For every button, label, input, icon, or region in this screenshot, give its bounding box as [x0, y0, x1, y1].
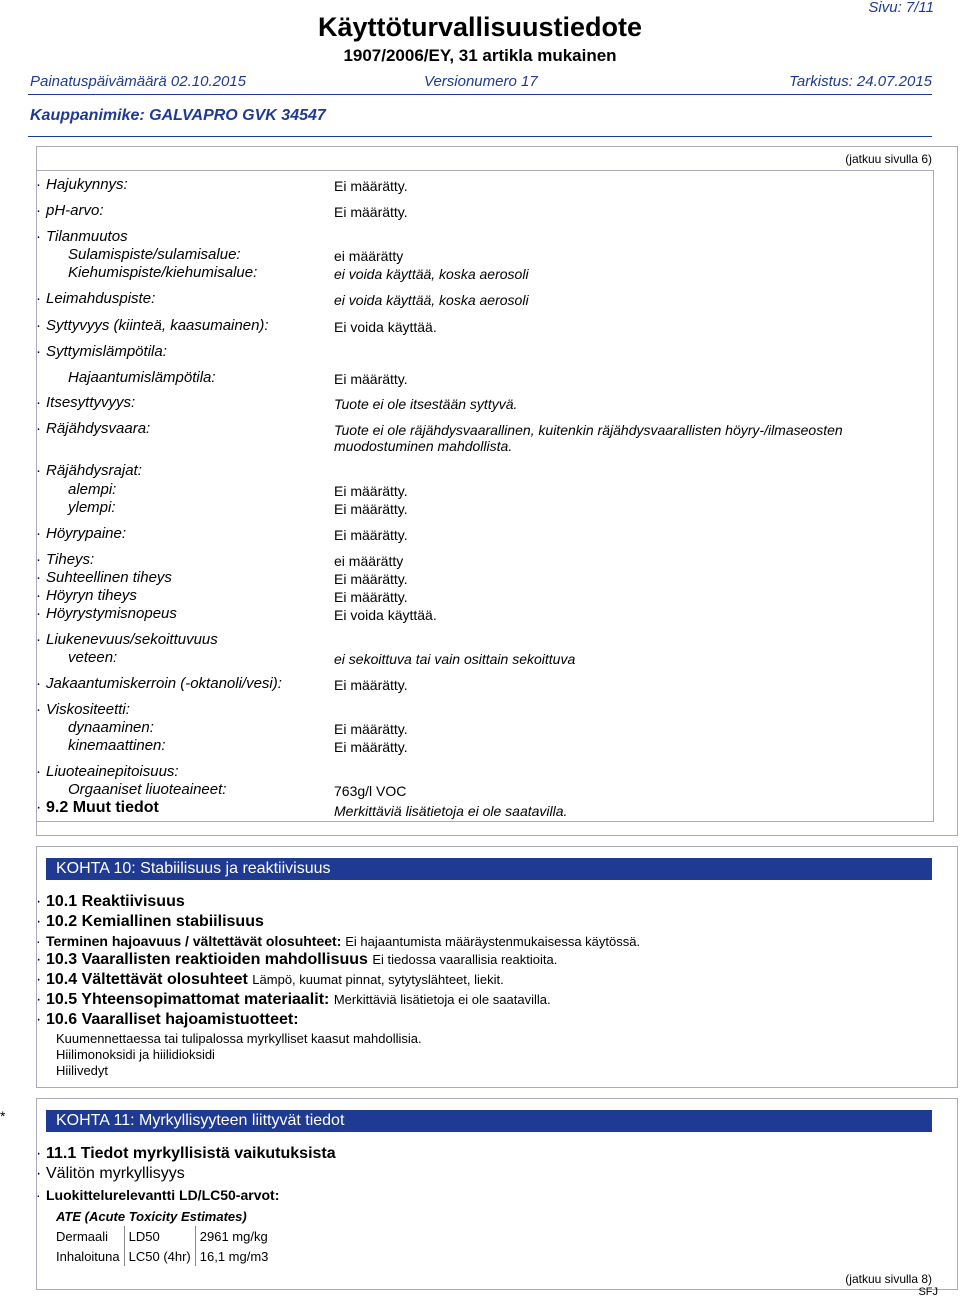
bullet-dot: ·: [36, 317, 41, 334]
bullet-dot: ·: [36, 228, 41, 245]
version-number: Versionumero 17: [424, 73, 538, 90]
continued-from: (jatkuu sivulla 6): [845, 152, 932, 166]
avoid-row: [36, 971, 504, 989]
type-cell: LD50: [124, 1226, 195, 1246]
vapour-pressure-label: · Höyrypaine:: [36, 525, 127, 542]
bullet-dot: ·: [36, 971, 42, 988]
section-10-heading: KOHTA 10: Stabiilisuus ja reaktiivisuus: [46, 858, 932, 880]
boiling-value: ei voida käyttää, koska aerosoli: [334, 266, 529, 282]
bullet-dot: ·: [36, 290, 41, 307]
evaporation-value: Ei voida käyttää.: [334, 607, 437, 623]
odour-label: · Hajukynnys:: [36, 176, 128, 193]
explosion-label: · Räjähdysvaara:: [36, 420, 151, 437]
header-divider: [28, 94, 932, 95]
bullet-dot: ·: [36, 893, 42, 910]
bullet-dot: ·: [36, 605, 41, 622]
vapour-pressure-value: Ei määrätty.: [334, 527, 408, 543]
boiling-label: Kiehumispiste/kiehumisalue:: [68, 264, 258, 281]
bullet-dot: ·: [36, 631, 41, 648]
decomposition-line-3: Hiilivedyt: [56, 1063, 109, 1078]
kinematic-value: Ei määrätty.: [334, 739, 408, 755]
explosion-value-1: Tuote ei ole räjähdysvaarallinen, kuitenkin räjähdysvaarallisten höyry-/ilmaseosten: [334, 422, 843, 438]
hazardous-value: Ei tiedossa vaarallisia reaktioita.: [372, 952, 558, 967]
bullet-dot: ·: [36, 551, 41, 568]
kinematic-label: kinemaattinen:: [68, 737, 166, 754]
incompatible-row: [36, 991, 551, 1009]
bullet-dot: ·: [36, 1145, 42, 1162]
dynamic-label: dynaaminen:: [68, 719, 154, 736]
bullet-dot: ·: [36, 587, 41, 604]
toxic-info-heading: · 11.1 Tiedot myrkyllisistä vaikutuksista: [36, 1145, 336, 1162]
relative-density-value: Ei määrätty.: [334, 571, 408, 587]
toxicity-table: [52, 1226, 272, 1266]
avoid-label: 10.4 Vältettävät olosuhteet: [46, 971, 248, 988]
partition-value: Ei määrätty.: [334, 677, 408, 693]
flash-value: ei voida käyttää, koska aerosoli: [334, 292, 529, 308]
bullet-dot: ·: [36, 933, 41, 949]
footer-code: SFJ: [918, 1286, 938, 1298]
bullet-dot: ·: [36, 569, 41, 586]
avoid-value: Lämpö, kuumat pinnat, sytytyslähteet, liekit.: [252, 972, 504, 987]
section-11-heading: KOHTA 11: Myrkyllisyyteen liittyvät tiedot: [46, 1110, 932, 1132]
vapour-density-label: · Höyryn tiheys: [36, 587, 137, 604]
table-row: [52, 1246, 272, 1266]
ld-lc50-label: · Luokittelurelevantti LD/LC50-arvot:: [36, 1187, 280, 1203]
partition-label: · Jakaantumiskerroin (-oktanoli/vesi):: [36, 675, 282, 692]
upper-limit-label: ylempi:: [68, 499, 116, 516]
bullet-dot: ·: [36, 701, 41, 718]
document-subtitle: 1907/2006/EY, 31 artikla mukainen: [343, 46, 617, 65]
solvent-label: · Liuoteainepitoisuus:: [36, 763, 179, 780]
value-cell: 16,1 mg/m3: [199, 1248, 269, 1264]
decomposition-value: Ei määrätty.: [334, 371, 408, 387]
trade-name: Kauppanimike: GALVAPRO GVK 34547: [30, 107, 326, 124]
flash-label: · Leimahduspiste:: [36, 290, 156, 307]
organic-solvent-value: 763g/l VOC: [334, 783, 407, 799]
solubility-label: · Liukenevuus/sekoittuvuus: [36, 631, 218, 648]
other-info-label: · 9.2 Muut tiedot: [36, 799, 159, 816]
melting-label: Sulamispiste/sulamisalue:: [68, 246, 241, 263]
bullet-dot: ·: [36, 913, 42, 930]
bullet-dot: ·: [36, 799, 42, 816]
bullet-dot: ·: [36, 343, 41, 360]
water-label: veteen:: [68, 649, 118, 666]
incompatible-label: 10.5 Yhteensopimattomat materiaalit:: [46, 991, 330, 1008]
flammability-value: Ei voida käyttää.: [334, 319, 437, 335]
bullet-dot: ·: [36, 1011, 42, 1028]
page-number: Sivu: 7/11: [868, 0, 934, 16]
decomposition-products-label: · 10.6 Vaaralliset hajoamistuotteet:: [36, 1011, 299, 1028]
ph-value: Ei määrätty.: [334, 204, 408, 220]
ph-label: · pH-arvo:: [36, 202, 104, 219]
bullet-dot: ·: [36, 951, 42, 968]
bullet-dot: ·: [36, 1165, 42, 1182]
bullet-dot: ·: [36, 1187, 41, 1203]
bullet-dot: ·: [36, 763, 41, 780]
incompatible-value: Merkittäviä lisätietoja ei ole saatavilla.: [333, 992, 551, 1007]
document-title: Käyttöturvallisuustiedote: [317, 12, 643, 42]
bullet-dot: ·: [36, 462, 41, 479]
bullet-dot: ·: [36, 202, 41, 219]
reactivity-heading: · 10.1 Reaktiivisuus: [36, 893, 185, 910]
acute-toxicity-label: · Välitön myrkyllisyys: [36, 1165, 185, 1182]
relative-density-label: · Suhteellinen tiheys: [36, 569, 172, 586]
print-date: Painatuspäivämäärä 02.10.2015: [30, 73, 246, 90]
odour-value: Ei määrätty.: [334, 178, 408, 194]
stability-heading: · 10.2 Kemiallinen stabiilisuus: [36, 913, 264, 930]
ate-label: ATE (Acute Toxicity Estimates): [56, 1209, 247, 1224]
explosion-value-2: muodostuminen mahdollista.: [334, 438, 513, 454]
melting-value: ei määrätty: [334, 248, 404, 264]
self-ignition-label: · Itsesyttyvyys:: [36, 394, 136, 411]
bullet-dot: ·: [36, 525, 41, 542]
water-value: ei sekoittuva tai vain osittain sekoittuva: [334, 651, 576, 667]
trade-divider: [28, 136, 932, 137]
vapour-density-value: Ei määrätty.: [334, 589, 408, 605]
thermal-value: Ei hajaantumista määräystenmukaisessa käytössä.: [345, 934, 641, 949]
thermal-label: Terminen hajoavuus / vältettävät olosuhteet:: [46, 933, 342, 949]
organic-solvent-label: Orgaaniset liuoteaineet:: [68, 781, 227, 798]
revision-marker: *: [0, 1108, 6, 1124]
lower-limit-label: alempi:: [68, 481, 117, 498]
ignition-label: · Syttymislämpötila:: [36, 343, 167, 360]
bullet-dot: ·: [36, 394, 41, 411]
decomposition-line-1: Kuumennettaessa tai tulipalossa myrkylliset kaasut mahdollisia.: [56, 1031, 422, 1046]
hazardous-row: [36, 951, 558, 969]
state-change-label: · Tilanmuutos: [36, 228, 128, 245]
table-row: [52, 1226, 272, 1246]
self-ignition-value: Tuote ei ole itsestään syttyvä.: [334, 396, 518, 412]
evaporation-label: · Höyrystymisnopeus: [36, 605, 177, 622]
density-value: ei määrätty: [334, 553, 404, 569]
decomposition-line-2: Hiilimonoksidi ja hiilidioksidi: [56, 1047, 215, 1062]
value-cell: 2961 mg/kg: [199, 1228, 268, 1244]
dynamic-value: Ei määrätty.: [334, 721, 408, 737]
viscosity-label: · Viskositeetti:: [36, 701, 130, 718]
bullet-dot: ·: [36, 991, 42, 1008]
bullet-dot: ·: [36, 420, 41, 437]
revision-date: Tarkistus: 24.07.2015: [789, 73, 932, 90]
other-info-value: Merkittäviä lisätietoja ei ole saatavilla.: [334, 803, 568, 819]
route-cell: Inhaloituna: [52, 1246, 124, 1266]
explosion-limits-label: · Räjähdysrajat:: [36, 462, 142, 479]
lower-limit-value: Ei määrätty.: [334, 483, 408, 499]
decomposition-label: Hajaantumislämpötila:: [68, 369, 216, 386]
thermal-row: [36, 933, 641, 949]
continues-on: (jatkuu sivulla 8): [845, 1272, 932, 1286]
type-cell: LC50 (4hr): [124, 1246, 195, 1266]
hazardous-label: 10.3 Vaarallisten reaktioiden mahdollisuus: [46, 951, 368, 968]
bullet-dot: ·: [36, 675, 41, 692]
bullet-dot: ·: [36, 176, 41, 193]
flammability-label: · Syttyvyys (kiinteä, kaasumainen):: [36, 317, 269, 334]
route-cell: Dermaali: [52, 1226, 124, 1246]
upper-limit-value: Ei määrätty.: [334, 501, 408, 517]
density-label: · Tiheys:: [36, 551, 95, 568]
